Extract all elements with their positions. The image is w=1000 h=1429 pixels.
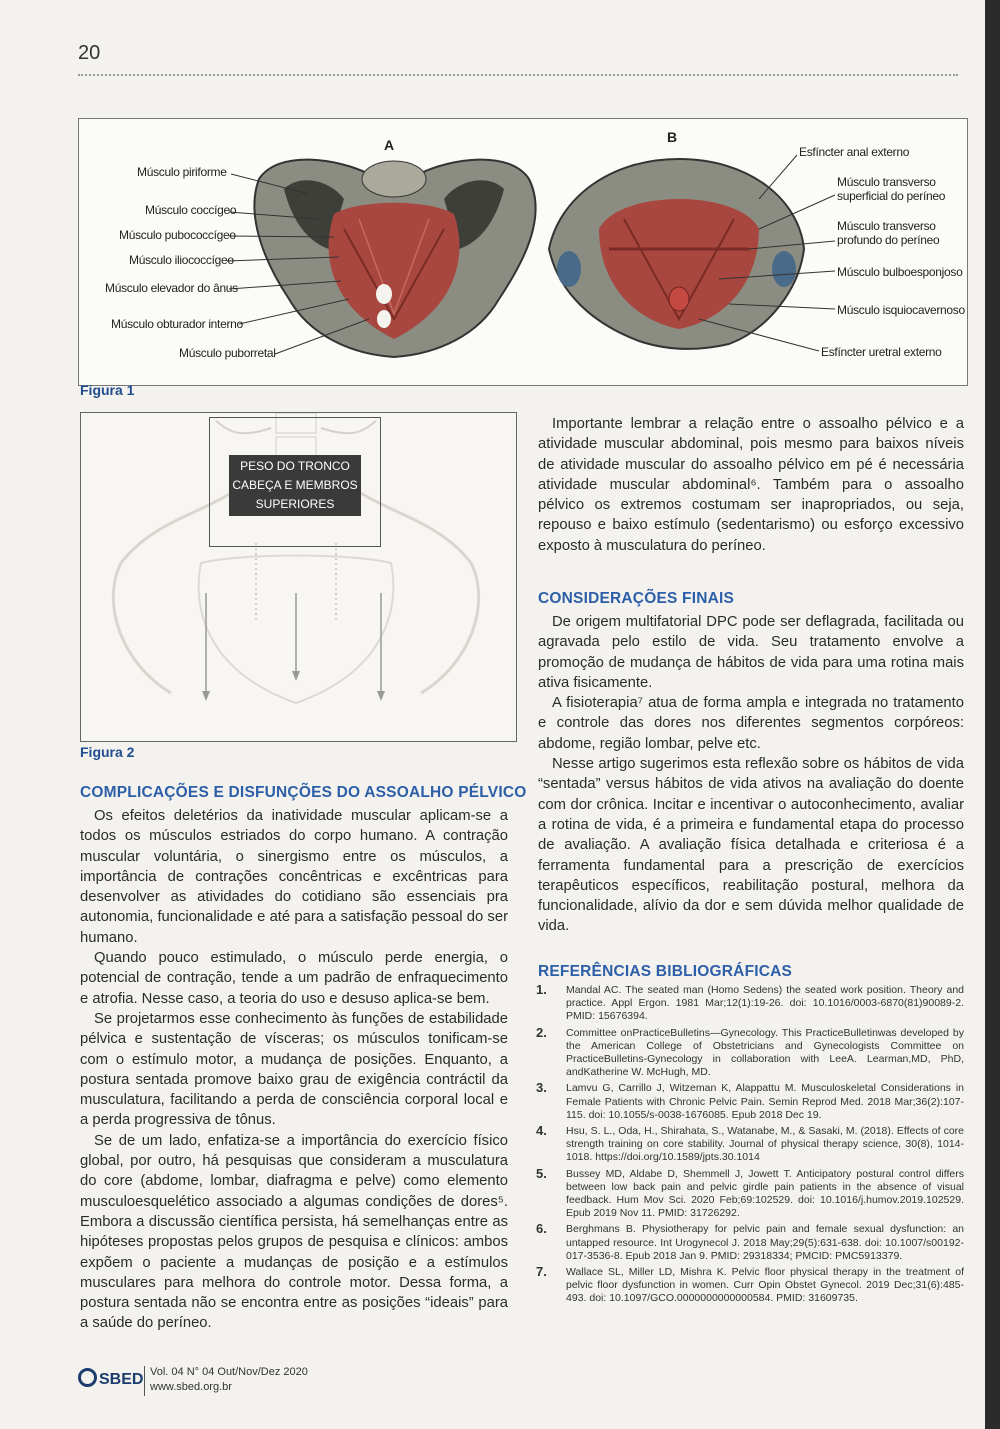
label-transverso-profundo: Músculo transverso profundo do períneo xyxy=(837,219,940,247)
paragraph: De origem multifatorial DPC pode ser deflagrada, facilitada ou agravada pelo estilo de vida. Seu tratamento envolve a promoção de mudança de hábitos de vida para uma rotina mais ativa fisicamente. xyxy=(538,614,964,691)
reference-item xyxy=(536,1024,964,1080)
figure-2-posture-illustration xyxy=(80,412,517,742)
label-obturador-interno: Músculo obturador interno xyxy=(111,317,243,331)
references-list xyxy=(536,984,964,1309)
section-heading-complicacoes: COMPLICAÇÕES E DISFUNÇÕES DO ASSOALHO PÉLVICO xyxy=(80,784,527,801)
reference-text: Hsu, S. L., Oda, H., Shirahata, S., Watanabe, M., & Sasaki, M. (2018). Effects of core strength training on core stability. Journal of physical therapy science, 30(8), 1014-1018. https://doi.org/10.1589/jpts.30.1014 xyxy=(566,1125,964,1164)
weight-label: PESO DO TRONCO CABEÇA E MEMBROS SUPERIORES xyxy=(229,455,361,516)
section-heading-referencias: REFERÊNCIAS BIBLIOGRÁFICAS xyxy=(538,963,793,980)
reference-number: 6. xyxy=(536,1221,547,1237)
pelvis-b-image xyxy=(549,159,804,349)
label-puborretal: Músculo puborretal xyxy=(179,346,276,360)
reference-text: Berghmans B. Physiotherapy for pelvic pain and female sexual dysfunction: an untapped resource. Int Urogynecol J. 2018 May;29(5):631-638. doi: 10.1007/s00192-017-3536-8. Epub 2018 Jan 9. PMID: 29318334; PMCID: PMC5913379. xyxy=(566,1223,964,1262)
footer-divider xyxy=(144,1366,145,1396)
reference-number: 7. xyxy=(536,1264,547,1280)
label-coccigeo: Músculo coccígeo xyxy=(145,203,237,217)
label-isquiocavernoso: Músculo isquiocavernoso xyxy=(837,303,965,317)
paragraph: Os efeitos deletérios da inatividade muscular aplicam-se a todos os músculos estriados do corpo humano. A contração muscular voluntária, o sinergismo entre os músculos, a importância de contrações concêntricas e excêntricas para desenvolver as atividades do cotidiano são essenciais pra autonomia, funcionalidade e até para a satisfação pessoal do ser humano. xyxy=(80,808,508,946)
reference-text: Committee onPracticeBulletins—Gynecology. This PracticeBulletinwas developed by the American College of Obstetricians and Gynecologists Committee on PracticeBulletins-Gynecology in collaboration with LeeA. Learman,MD, PhD, andKatherine W. McHugh, MD. xyxy=(566,1026,964,1079)
reference-number: 5. xyxy=(536,1165,547,1181)
logo-text: SBED xyxy=(99,1371,144,1388)
page-number: 20 xyxy=(78,42,101,64)
logo-ring-icon xyxy=(78,1368,97,1387)
paragraph: Quando pouco estimulado, o músculo perde energia, o potencial de contração, tende a um padrão de enfraquecimento e atrofia. Nesse caso, a teoria do uso e desuso aplica-se bem. xyxy=(80,950,508,1007)
reference-item xyxy=(536,1125,964,1165)
label-esfincter-uretral-externo: Esfíncter uretral externo xyxy=(821,345,942,359)
right-column-intro xyxy=(538,414,964,556)
reference-number: 2. xyxy=(536,1024,547,1040)
label-iliococcigeo: Músculo iliococcígeo xyxy=(129,253,234,267)
reference-item xyxy=(536,1223,964,1263)
paragraph: Nesse artigo sugerimos esta reflexão sobre os hábitos de vida “sentada” versus hábitos de vida ativos na avaliação do doente com dor crônica. Incitar e incentivar o autoconhecimento, avaliar a rotina de vida, é a primeira e fundamental etapa do processo de avaliação. A avaliação física detalhada e criteriosa é a ferramenta fundamental para a prescrição de exercícios terapêuticos específicos, reabilitação postural, melhora da funcionalidade, alívio da dor e sem dúvida melhor qualidade de vida. xyxy=(538,756,964,935)
reference-text: Wallace SL, Miller LD, Mishra K. Pelvic floor physical therapy in the treatment of pelvic floor dysfunction in women. Curr Opin Obstet Gynecol. 2019 Dec;31(6):485-493. doi: 10.1097/GCO.0000000000000584. PMID: 31609735. xyxy=(566,1266,964,1305)
panel-b-label: B xyxy=(667,129,677,145)
reference-text: Bussey MD, Aldabe D, Shemmell J, Jowett T. Anticipatory postural control differs between low back pain and pelvic girdle pain patients in the absence of visual feedback. Hum Mov Sci. 2020 Feb;69:102529. doi: 10.1016/j.humov.2019.102529. Epub 2019 Nov 11. PMID: 31726292. xyxy=(566,1167,964,1220)
reference-item xyxy=(536,984,964,1024)
left-column-text xyxy=(80,806,508,1334)
reference-text: Mandal AC. The seated man (Homo Sedens) the seated work position. Theory and practice. Appl Ergon. 1981 Mar;12(1):19-26. doi: 10.1016/0003-6870(81)90089-2. PMID: 15676394. xyxy=(566,984,964,1023)
reference-text: Lamvu G, Carrillo J, Witzeman K, Alappattu M. Musculoskeletal Considerations in Female Patients with Chronic Pelvic Pain. Semin Reprod Med. 2018 Mar;36(2):107-115. doi: 10.1055/s-0038-1676085. Epub 2018 Dec 19. xyxy=(566,1082,964,1121)
reference-number: 3. xyxy=(536,1080,547,1096)
panel-a-label: A xyxy=(384,137,394,153)
reference-item xyxy=(536,1082,964,1122)
label-transverso-superficial: Músculo transverso superficial do períneo xyxy=(837,175,946,203)
reference-number: 1. xyxy=(536,982,547,997)
header-divider xyxy=(78,74,958,76)
paragraph: Se projetarmos esse conhecimento às funções de estabilidade pélvica e sustentação de vísceras; os músculos tonificam-se com o estímulo motor, a mudança de posições. Enquanto, a postura sentada promove baixo grau de exigência contráctil da musculatura, facilitando a perda de consciência corporal local e a perda progressiva de tônus. xyxy=(80,1010,508,1129)
label-esfincter-anal-externo: Esfíncter anal externo xyxy=(799,145,910,159)
right-column-text xyxy=(538,612,964,937)
figure-1-caption: Figura 1 xyxy=(80,382,135,398)
label-elevador-do-anus: Músculo elevador do ânus xyxy=(105,281,238,295)
paragraph: Se de um lado, enfatiza-se a importância do exercício físico global, por outro, há pesquisas que consideram a musculatura do core (abdome, lombar, diafragma e pelve) como elemento musculoesquelético associado a algumas condições de dores⁵. Embora a discussão científica persista, há semelhanças entre as hipóteses propostas pelos grupos de pesquisa e clínicos: ambos expõem o paciente a mudanças de posição e a estímulos musculares para melhora do controle motor. Dessa forma, a postura sentada não se encontra entre as posições “ideais” para a saúde do períneo. xyxy=(80,1132,508,1332)
footer-volume: Vol. 04 N° 04 Out/Nov/Dez 2020 xyxy=(150,1366,308,1378)
paragraph: A fisioterapia⁷ atua de forma ampla e integrada no tratamento e controle das dores nos diferentes segmentos corpóreos: abdome, região lombar, pelve etc. xyxy=(538,695,964,752)
reference-item xyxy=(536,1165,964,1221)
reference-number: 4. xyxy=(536,1123,547,1139)
section-heading-consideracoes-finais: CONSIDERAÇÕES FINAIS xyxy=(538,590,735,607)
label-pubococcigeo: Músculo pubococcígeo xyxy=(119,228,236,242)
figure-2-caption: Figura 2 xyxy=(80,744,135,760)
label-piriforme: Músculo piriforme xyxy=(137,165,227,179)
paragraph: Importante lembrar a relação entre o assoalho pélvico e a atividade muscular abdominal, pois mesmo para baixos níveis de atividade muscular do assoalho pélvico em pé é necessária atividade muscular abdominal⁶. Também para o assoalho pélvico os extremos costumam ser inapropriados, ou seja, repouso e baixo estímulo (sedentarismo) ou esforço excessivo exposto à musculatura do períneo. xyxy=(538,416,964,554)
label-bulboesponjoso: Músculo bulboesponjoso xyxy=(837,265,963,279)
figure-1-pelvic-floor-illustration xyxy=(78,118,968,386)
footer-website: www.sbed.org.br xyxy=(150,1381,232,1393)
reference-item xyxy=(536,1266,964,1306)
sbed-logo xyxy=(78,1368,143,1389)
